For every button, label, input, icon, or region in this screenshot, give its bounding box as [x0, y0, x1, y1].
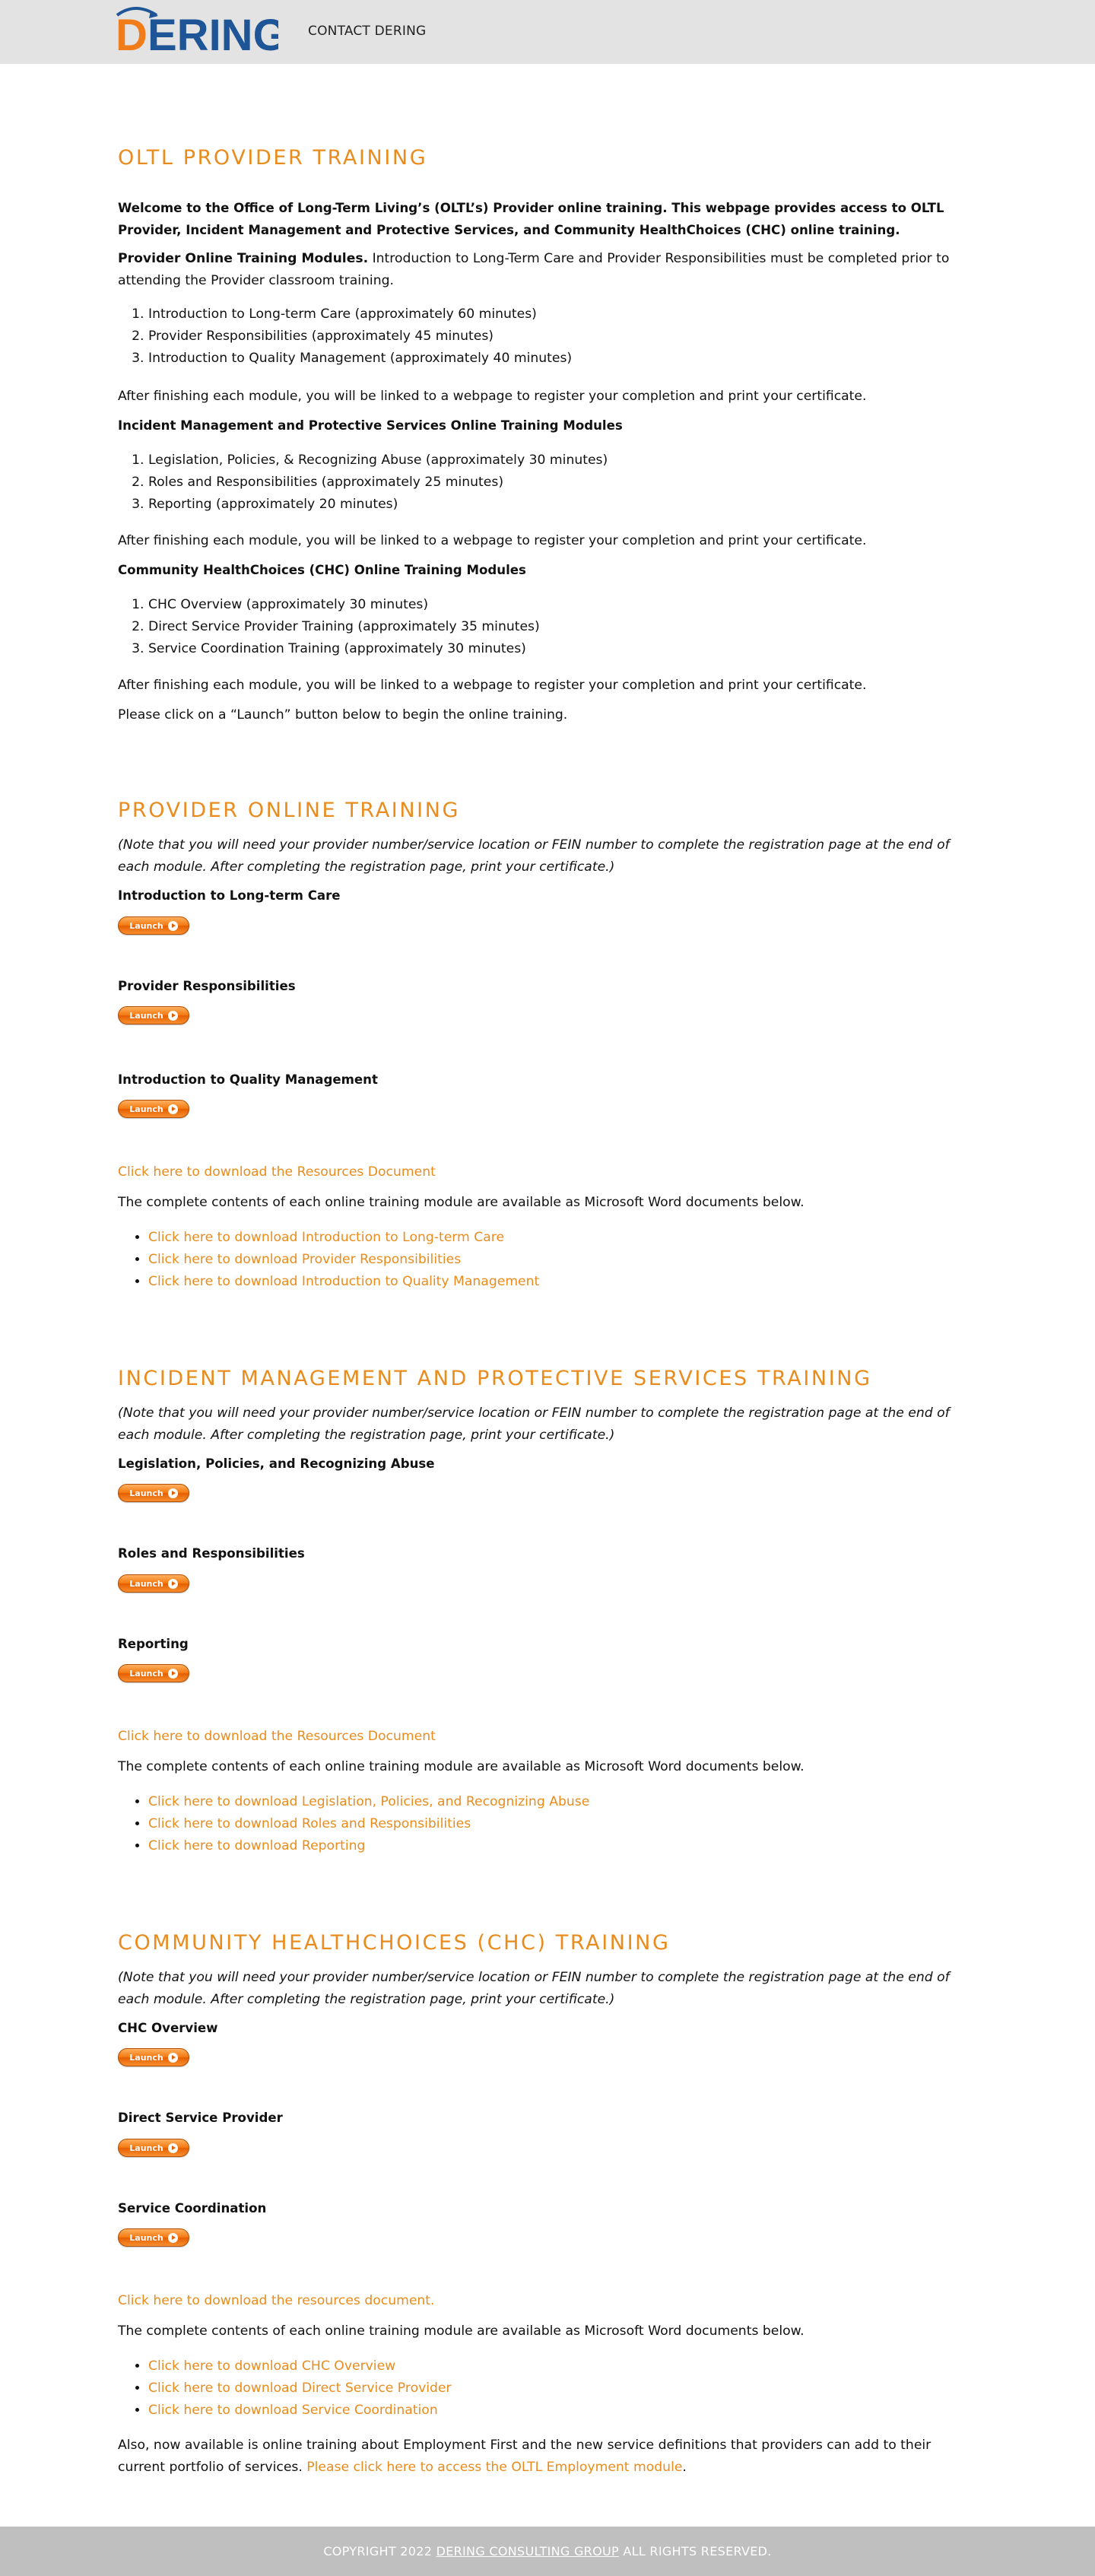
list-item: 2. Direct Service Provider Training (approximately 35 minutes) [148, 616, 540, 638]
list-item: 1. Legislation, Policies, & Recognizing Abuse (approximately 30 minutes) [148, 449, 608, 472]
resources-document-link[interactable]: Click here to download the Resources Document [118, 1729, 436, 1744]
launch-label: Launch [129, 1488, 163, 1498]
module-title: Legislation, Policies, and Recognizing Abuse [118, 1456, 435, 1471]
play-arrow-icon [168, 2143, 178, 2153]
play-arrow-icon [168, 1488, 178, 1498]
intro-lead: Welcome to the Office of Long-Term Living’s (OLTL’s) Provider online training. This webpage provides access to OLTL Provider, Incident Management and Protective Services, and Community HealthChoices (CHC) online training. [118, 201, 944, 237]
module-title: Provider Responsibilities [118, 979, 296, 993]
site-header [0, 0, 1095, 64]
employment-period: . [682, 2460, 687, 2475]
chc-modules-heading: Community HealthChoices (CHC) Online Training Modules [118, 563, 526, 577]
logo-mark-icon [113, 5, 278, 56]
incident-section-title: INCIDENT MANAGEMENT AND PROTECTIVE SERVICES TRAINING [118, 1367, 872, 1390]
module-title: Introduction to Quality Management [118, 1072, 378, 1087]
launch-label: Launch [129, 1010, 163, 1021]
download-link[interactable]: Click here to download Reporting [148, 1838, 366, 1853]
page-title: OLTL PROVIDER TRAINING [118, 146, 428, 170]
provider-modules-text: Introduction to Long-Term Care and Provider Responsibilities must be completed prior to attending the Provider classroom training. [118, 251, 950, 288]
employment-text: Also, now available is online training about Employment First and the new service definitions that providers can add to their current portfolio of services. [118, 2438, 932, 2475]
after-finishing-text: After finishing each module, you will be linked to a webpage to register your completion and print your certificate. [118, 533, 867, 548]
download-link[interactable]: Click here to download CHC Overview [148, 2358, 396, 2374]
launch-button[interactable] [118, 2228, 189, 2247]
site-footer [0, 2527, 1095, 2576]
after-finishing-text: After finishing each module, you will be linked to a webpage to register your completion and print your certificate. [118, 678, 867, 693]
launch-label: Launch [129, 1104, 163, 1114]
launch-label: Launch [129, 1668, 163, 1679]
employment-module-link[interactable]: Please click here to access the OLTL Employment module [306, 2460, 683, 2475]
resources-document-link[interactable]: Click here to download the Resources Document [118, 1164, 436, 1180]
list-item [148, 2377, 452, 2400]
download-link[interactable]: Click here to download Legislation, Policies, and Recognizing Abuse [148, 1794, 590, 1809]
launch-label: Launch [129, 1578, 163, 1589]
registration-note: (Note that you will need your provider number/service location or FEIN number to complete the registration page at the end of each module. After completing the registration page, print your certificate.) [118, 1970, 950, 2007]
incident-downloads-list [118, 1791, 589, 1857]
module-title: Introduction to Long-term Care [118, 888, 341, 903]
launch-label: Launch [129, 2052, 163, 2063]
list-item [148, 1791, 589, 1813]
download-link[interactable]: Click here to download Roles and Responsibilities [148, 1816, 471, 1831]
list-item [148, 1813, 589, 1835]
play-arrow-icon [168, 1104, 178, 1114]
launch-button[interactable] [118, 1006, 189, 1024]
chc-modules-list [118, 594, 540, 660]
chc-downloads-list [118, 2355, 452, 2422]
launch-label: Launch [129, 2232, 163, 2243]
list-item [148, 1271, 539, 1293]
list-item [148, 1249, 539, 1271]
launch-button[interactable] [118, 1664, 189, 1682]
module-title: CHC Overview [118, 2021, 218, 2035]
incident-modules-list [118, 449, 608, 516]
provider-modules-list [118, 303, 572, 370]
list-item: 3. Reporting (approximately 20 minutes) [148, 494, 608, 516]
download-link[interactable]: Click here to download Introduction to Long-term Care [148, 1230, 505, 1245]
list-item: 3. Introduction to Quality Management (approximately 40 minutes) [148, 348, 572, 370]
registration-note: (Note that you will need your provider number/service location or FEIN number to complete the registration page at the end of each module. After completing the registration page, print your certificate.) [118, 1406, 950, 1443]
provider-modules-intro [118, 248, 977, 292]
copyright-text: COPYRIGHT 2022 [323, 2544, 433, 2559]
download-link[interactable]: Click here to download Direct Service Provider [148, 2381, 452, 2396]
list-item [148, 2400, 452, 2422]
download-link[interactable]: Click here to download Service Coordination [148, 2403, 438, 2418]
svg-text:D: D [116, 11, 148, 56]
rights-text: ALL RIGHTS RESERVED. [623, 2544, 772, 2559]
module-title: Roles and Responsibilities [118, 1546, 305, 1561]
play-arrow-icon [168, 2233, 178, 2243]
employment-first-text [118, 2435, 977, 2479]
launch-button[interactable] [118, 2139, 189, 2157]
provider-modules-label: Provider Online Training Modules. [118, 251, 369, 266]
launch-button[interactable] [118, 2048, 189, 2066]
provider-section-title: PROVIDER ONLINE TRAINING [118, 799, 461, 822]
copyright-line [0, 2544, 1095, 2559]
launch-button[interactable] [118, 1574, 189, 1593]
launch-button[interactable] [118, 1484, 189, 1502]
download-link[interactable]: Click here to download Provider Responsibilities [148, 1252, 462, 1267]
click-launch-text: Please click on a “Launch” button below to begin the online training. [118, 707, 568, 723]
list-item [148, 1835, 589, 1857]
play-arrow-icon [168, 921, 178, 931]
registration-note: (Note that you will need your provider number/service location or FEIN number to complete the registration page at the end of each module. After completing the registration page, print your certificate.) [118, 837, 950, 875]
chc-section-title: COMMUNITY HEALTHCHOICES (CHC) TRAINING [118, 1931, 671, 1955]
incident-modules-heading: Incident Management and Protective Services Online Training Modules [118, 418, 623, 433]
module-title: Direct Service Provider [118, 2111, 283, 2125]
company-link[interactable]: DERING CONSULTING GROUP [436, 2544, 619, 2559]
play-arrow-icon [168, 1669, 178, 1679]
svg-text:ERING: ERING [148, 11, 278, 56]
list-item: 1. Introduction to Long-term Care (approximately 60 minutes) [148, 303, 572, 326]
list-item: 2. Provider Responsibilities (approximately 45 minutes) [148, 326, 572, 348]
play-arrow-icon [168, 1579, 178, 1589]
module-title: Reporting [118, 1637, 189, 1651]
list-item: 1. CHC Overview (approximately 30 minutes) [148, 594, 540, 616]
list-item: 2. Roles and Responsibilities (approximately 25 minutes) [148, 472, 608, 494]
word-documents-text: The complete contents of each online training module are available as Microsoft Word documents below. [118, 1759, 805, 1774]
word-documents-text: The complete contents of each online training module are available as Microsoft Word documents below. [118, 1195, 805, 1210]
list-item: 3. Service Coordination Training (approximately 30 minutes) [148, 638, 540, 660]
play-arrow-icon [168, 1011, 178, 1021]
nav-contact-dering[interactable]: CONTACT DERING [308, 24, 427, 39]
after-finishing-text: After finishing each module, you will be linked to a webpage to register your completion and print your certificate. [118, 389, 867, 404]
launch-button[interactable] [118, 916, 189, 935]
launch-label: Launch [129, 2142, 163, 2153]
list-item [148, 2355, 452, 2377]
download-link[interactable]: Click here to download Introduction to Quality Management [148, 1274, 540, 1289]
resources-document-link[interactable]: Click here to download the resources document. [118, 2293, 435, 2308]
module-title: Service Coordination [118, 2201, 267, 2215]
provider-downloads-list [118, 1227, 539, 1293]
play-arrow-icon [168, 2053, 178, 2063]
list-item [148, 1227, 539, 1249]
launch-button[interactable] [118, 1100, 189, 1118]
launch-label: Launch [129, 920, 163, 931]
word-documents-text: The complete contents of each online training module are available as Microsoft Word documents below. [118, 2323, 805, 2339]
dering-logo[interactable] [113, 5, 278, 56]
